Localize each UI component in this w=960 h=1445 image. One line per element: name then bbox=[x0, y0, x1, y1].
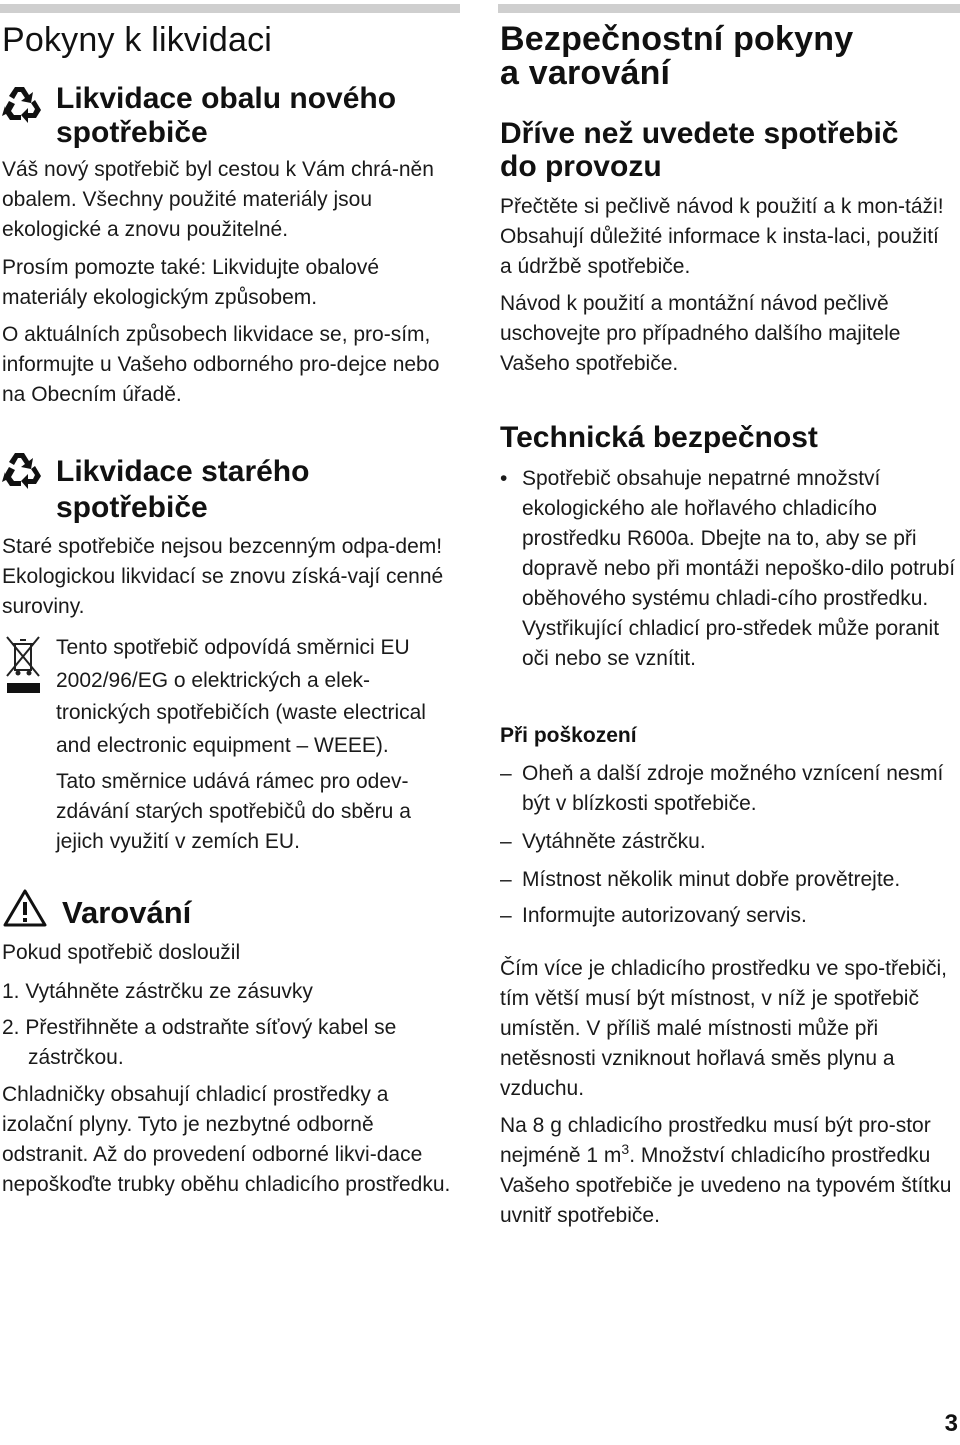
bullet-mark: • bbox=[500, 467, 508, 490]
packaging-paragraph-1: Váš nový spotřebič byl cestou k Vám chrá-něn obalem. Všechny použité materiály jsou ekologické a znovu použitelné. bbox=[2, 158, 434, 241]
warning-step-2: 2. Přestřihněte a odstraňte síťový kabel se zástrčkou. bbox=[2, 1016, 397, 1069]
damage-item bbox=[500, 901, 956, 931]
old-appliance-paragraph: Staré spotřebiče nejsou bezcenným odpa-dem! Ekologickou likvidací se znovu získá-vají cenné suroviny. bbox=[2, 535, 444, 618]
heading-packaging-disposal bbox=[56, 82, 456, 150]
warning-step-1: 1. Vytáhněte zástrčku ze zásuvky bbox=[2, 980, 313, 1003]
heading-warning: Varování bbox=[62, 895, 192, 930]
weee-framework-paragraph: Tato směrnice udává rámec pro odev-zdávání starých spotřebičů do sběru a jejich využití v zemích EU. bbox=[56, 770, 411, 853]
packaging-paragraph-3: O aktuálních způsobech likvidace se, pro-sím, informujte u Vašeho odborného pro-dejce nebo na Obecním úřadě. bbox=[2, 323, 440, 406]
dash-mark: – bbox=[500, 904, 512, 927]
cubic-superscript: 3 bbox=[621, 1141, 630, 1157]
page-title-safety bbox=[500, 22, 958, 90]
dash-mark: – bbox=[500, 868, 512, 891]
heading-old-appliance-line2: spotřebiče bbox=[56, 491, 208, 524]
before-use-line1: Dříve než uvedete spotřebič bbox=[500, 117, 899, 150]
warning-paragraph: Chladničky obsahují chladicí prostředky a izolační plyny. Tyto je nezbytné odborně odstranit. Až do provedení odborné likvi-dace nepoškoďte trubky oběhu chladicího prostředku. bbox=[2, 1083, 451, 1196]
heading-packaging-line2: spotřebiče bbox=[56, 116, 208, 149]
recycle-icon bbox=[2, 450, 44, 490]
damage-item-text: Oheň a další zdroje možného vznícení nesmí být v blízkosti spotřebiče. bbox=[522, 762, 944, 815]
packaging-paragraph-2: Prosím pomozte také: Likvidujte obalové materiály ekologickým způsobem. bbox=[2, 256, 380, 309]
before-use-paragraph-1: Přečtěte si pečlivě návod k použití a k mon-táži! Obsahují důležité informace k insta-laci, použití a údržbě spotřebiče. bbox=[500, 195, 944, 278]
heading-packaging-line1: Likvidace obalu nového bbox=[56, 82, 397, 115]
heading-technical-safety: Technická bezpečnost bbox=[500, 421, 818, 454]
room-size-paragraph: Čím více je chladicího prostředku ve spo-třebiči, tím větší musí být místnost, v níž je spotřebič umístěn. V příliš malé místnosti může při netěsnosti vzniknout hořlavá směs plynu a vzduchu. bbox=[500, 957, 948, 1100]
warning-intro: Pokud spotřebič dosloužil bbox=[2, 941, 241, 964]
technical-safety-text: Spotřebič obsahuje nepatrné množství ekologického ale hořlavého chladicího prostředku R600a. Dbejte na to, aby se při dopravě nebo při montáži nepoško-dilo potrubí oběhového systému chladi-cího prostředku. Vystřikující chladicí pro-středek může poranit oči nebo se vznítit. bbox=[522, 467, 956, 670]
refrigerant-amount-text-a: Na 8 g chladicího prostředku musí být pro-stor nejméně 1 m bbox=[500, 1114, 931, 1167]
top-rule-right bbox=[498, 4, 960, 13]
technical-safety-bullet bbox=[500, 464, 956, 674]
damage-item-text: Místnost několik minut dobře provětrejte. bbox=[522, 868, 901, 891]
damage-item bbox=[500, 759, 956, 819]
warning-triangle-icon bbox=[2, 888, 48, 928]
heading-old-appliance-line1: Likvidace starého bbox=[56, 455, 310, 488]
safety-title-line2: a varování bbox=[500, 54, 671, 92]
dash-mark: – bbox=[500, 762, 512, 785]
top-rule-left bbox=[0, 4, 460, 13]
safety-title-line1: Bezpečnostní pokyny bbox=[500, 20, 854, 58]
dash-mark: – bbox=[500, 830, 512, 853]
crossed-out-bin-icon bbox=[4, 634, 42, 696]
page-number: 3 bbox=[944, 1410, 958, 1437]
weee-directive-paragraph: Tento spotřebič odpovídá směrnici EU 2002/96/EG o elektrických a elek-tronických spotřebičích (waste electrical and electronic equipment – WEEE). bbox=[56, 636, 426, 757]
heading-before-use bbox=[500, 117, 958, 183]
refrigerant-amount-text-b: . Množství chladicího prostředku Vašeho spotřebiče je uvedeno na typovém štítku uvnitř spotřebiče. bbox=[500, 1144, 952, 1227]
damage-item bbox=[500, 827, 956, 857]
before-use-line2: do provozu bbox=[500, 150, 662, 183]
damage-item-text: Vytáhněte zástrčku. bbox=[522, 830, 706, 853]
damage-item-text: Informujte autorizovaný servis. bbox=[522, 904, 807, 927]
before-use-paragraph-2: Návod k použití a montážní návod pečlivě uschovejte pro případného dalšího majitele Vašeho spotřebiče. bbox=[500, 292, 901, 375]
page-title-disposal: Pokyny k likvidaci bbox=[2, 21, 273, 59]
refrigerant-amount-paragraph bbox=[500, 1111, 956, 1231]
heading-in-case-of-damage: Při poškození bbox=[500, 724, 637, 747]
heading-old-appliance-disposal bbox=[56, 454, 456, 526]
damage-item bbox=[500, 865, 956, 895]
recycle-icon bbox=[2, 84, 44, 124]
